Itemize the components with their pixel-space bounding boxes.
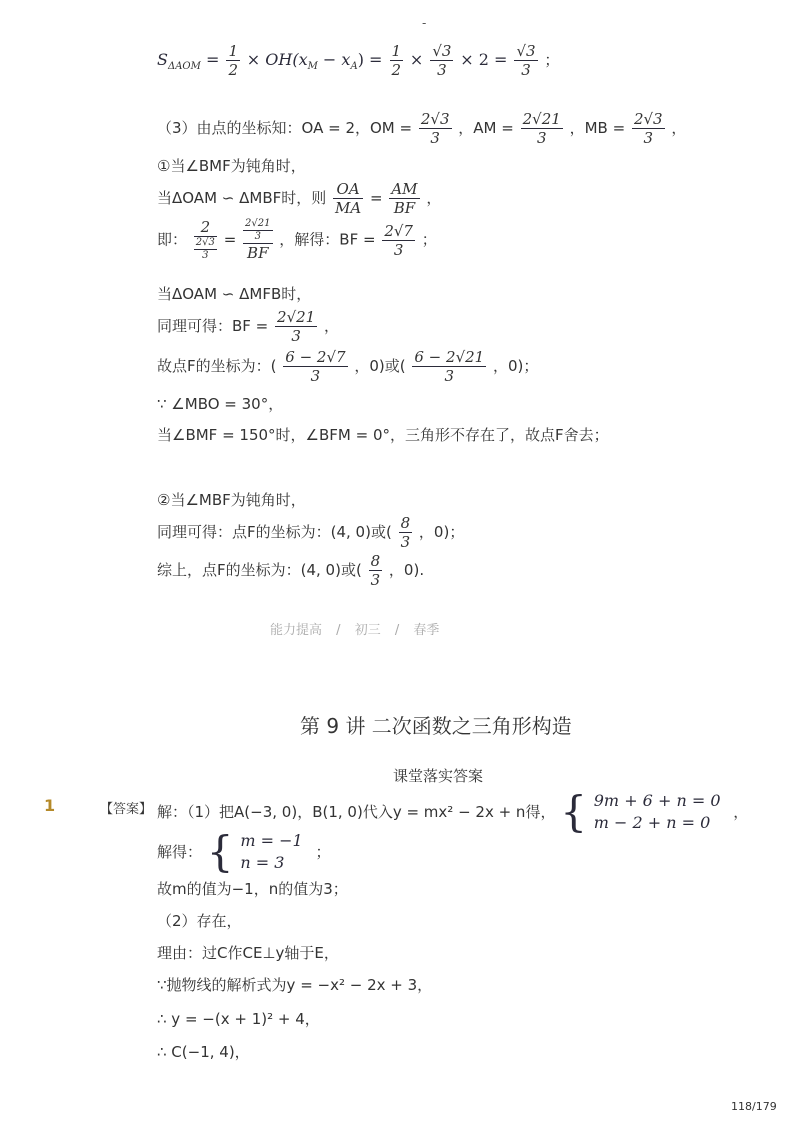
equals: = <box>200 50 225 69</box>
coord-mid: ，0)或( <box>354 357 406 375</box>
summary <box>157 552 424 592</box>
case1-similar <box>157 180 441 220</box>
nav-item-season: 春季 <box>413 623 440 638</box>
semicolon: ； <box>315 843 331 861</box>
solve-text: ，解得：BF = <box>279 230 381 249</box>
close-paren: ) = <box>357 50 388 69</box>
left-brace: { <box>560 787 587 836</box>
chapter-title: 第 9 讲 二次函数之三角形构造 <box>300 714 572 738</box>
coord-fraction-1: $\frac{6 - 2√7}{3}$ <box>285 348 346 385</box>
equation-system-2: m = −1 n = 3 <box>240 831 303 872</box>
case1-similar2: 当ΔOAM ∽ ΔMFB时， <box>157 285 312 303</box>
case1-coord <box>157 348 538 388</box>
answer-tag: 【答案】 <box>100 802 153 817</box>
comma: ， <box>324 317 340 335</box>
nav-item-grade: 初三 <box>354 623 381 638</box>
bf-fraction-2: $\frac{2√21}{3}$ <box>277 308 316 345</box>
equals: = <box>223 230 242 249</box>
summary-text: 综上，点F的坐标为：(4, 0)或( <box>157 561 362 579</box>
part2: （2）存在， <box>157 912 242 930</box>
nav-separator: / <box>394 623 400 638</box>
comma: ， <box>426 189 442 207</box>
summary-end: ，0). <box>388 561 425 579</box>
reason: 理由：过C作CE⊥y轴于E， <box>157 944 339 962</box>
eight-thirds-fraction: $\frac{8}{3}$ <box>400 514 411 551</box>
ji-label: 即： <box>157 230 188 249</box>
solve-label: 解得： <box>157 843 203 861</box>
semicolon: ； <box>421 230 437 249</box>
line-value: 故m的值为−1，n的值为3； <box>157 880 348 898</box>
lhs-compound-fraction: $\frac{2}{\frac{2√3}{3}}$ <box>195 218 215 261</box>
part3-text: （3）由点的坐标知：OA = 2，OM = <box>157 119 417 137</box>
minus-x: − x <box>317 50 351 69</box>
area-subscript: ΔAOM <box>167 61 201 72</box>
top-mark: - <box>422 16 427 30</box>
section-title: 课堂落实答案 <box>393 767 484 785</box>
am-bf-fraction: $\frac{AM}{BF}$ <box>391 180 418 217</box>
summary-fraction: $\frac{8}{3}$ <box>370 552 381 589</box>
case1-tongli <box>157 308 339 348</box>
case2-coord <box>157 514 464 554</box>
question-number: 1 <box>44 796 56 815</box>
because-mbo: ∵ ∠MBO = 30°， <box>157 395 284 413</box>
similar-text: 当ΔOAM ∽ ΔMBF时，则 <box>157 189 327 207</box>
question-solve <box>157 827 331 876</box>
case2-title: ②当∠MBF为钝角时， <box>157 491 306 509</box>
sub-m: M <box>307 61 318 72</box>
equals: = <box>370 189 388 207</box>
nav-separator: / <box>336 623 341 638</box>
oa-ma-fraction: $\frac{OA}{MA}$ <box>335 180 362 217</box>
om-fraction: $\frac{2√3}{3}$ <box>420 110 450 147</box>
bf-fraction: $\frac{2√7}{3}$ <box>384 221 413 259</box>
footer-nav <box>270 619 439 638</box>
times: × <box>409 50 429 69</box>
am-label: ，AM = <box>458 119 519 137</box>
case1-reject: 当∠BMF = 150°时，∠BFM = 0°，三角形不存在了，故点F舍去； <box>157 426 609 444</box>
mb-fraction: $\frac{2√3}{3}$ <box>633 110 663 147</box>
tongli-text: 同理可得：BF = <box>157 317 274 335</box>
fraction-result: $\frac{√3}{3}$ <box>516 42 536 79</box>
comma: ， <box>671 119 687 137</box>
left-brace: { <box>206 827 234 876</box>
parabola: ∵抛物线的解析式为y = −x² − 2x + 3， <box>157 976 433 994</box>
mb-label: ，MB = <box>569 119 630 137</box>
coord-fraction-2: $\frac{6 - 2√21}{3}$ <box>414 348 485 385</box>
am-fraction: $\frac{2√21}{3}$ <box>522 110 561 147</box>
rhs-compound-fraction: $\frac{\frac{2√21}{3}}{BF}$ <box>245 218 271 262</box>
case1-title: ①当∠BMF为钝角时， <box>157 157 306 175</box>
case2-coord-text: 同理可得：点F的坐标为：(4, 0)或( <box>157 523 392 541</box>
line1-text: 解：（1）把A(−3, 0)，B(1, 0)代入y = mx² − 2x + n得， <box>157 803 556 821</box>
case1-ji <box>157 218 437 278</box>
comma: ， <box>733 803 749 821</box>
coord-text: 故点F的坐标为：( <box>157 357 277 375</box>
semicolon: ； <box>544 51 560 69</box>
vertex-form: ∴ y = −(x + 1)² + 4， <box>157 1010 320 1028</box>
sub-a: A <box>350 61 358 72</box>
part3-intro <box>157 110 686 150</box>
point-c: ∴ C(−1, 4)， <box>157 1043 250 1061</box>
fraction-half: $\frac{1}{2}$ <box>228 42 238 79</box>
case2-coord-end: ，0)； <box>418 523 465 541</box>
equation-system-1: 9m + 6 + n = 0 m − 2 + n = 0 <box>593 791 721 832</box>
area-symbol: S <box>157 50 168 69</box>
coord-end: ，0)； <box>493 357 539 375</box>
area-formula <box>157 42 559 82</box>
fraction-root3-over-3: $\frac{√3}{3}$ <box>432 42 452 79</box>
page-number: 118/179 <box>731 1100 777 1113</box>
oh-term: × OH(x <box>246 50 308 69</box>
times-two: × 2 = <box>460 50 513 69</box>
fraction-half-2: $\frac{1}{2}$ <box>391 42 402 79</box>
nav-item-level: 能力提高 <box>270 623 323 638</box>
